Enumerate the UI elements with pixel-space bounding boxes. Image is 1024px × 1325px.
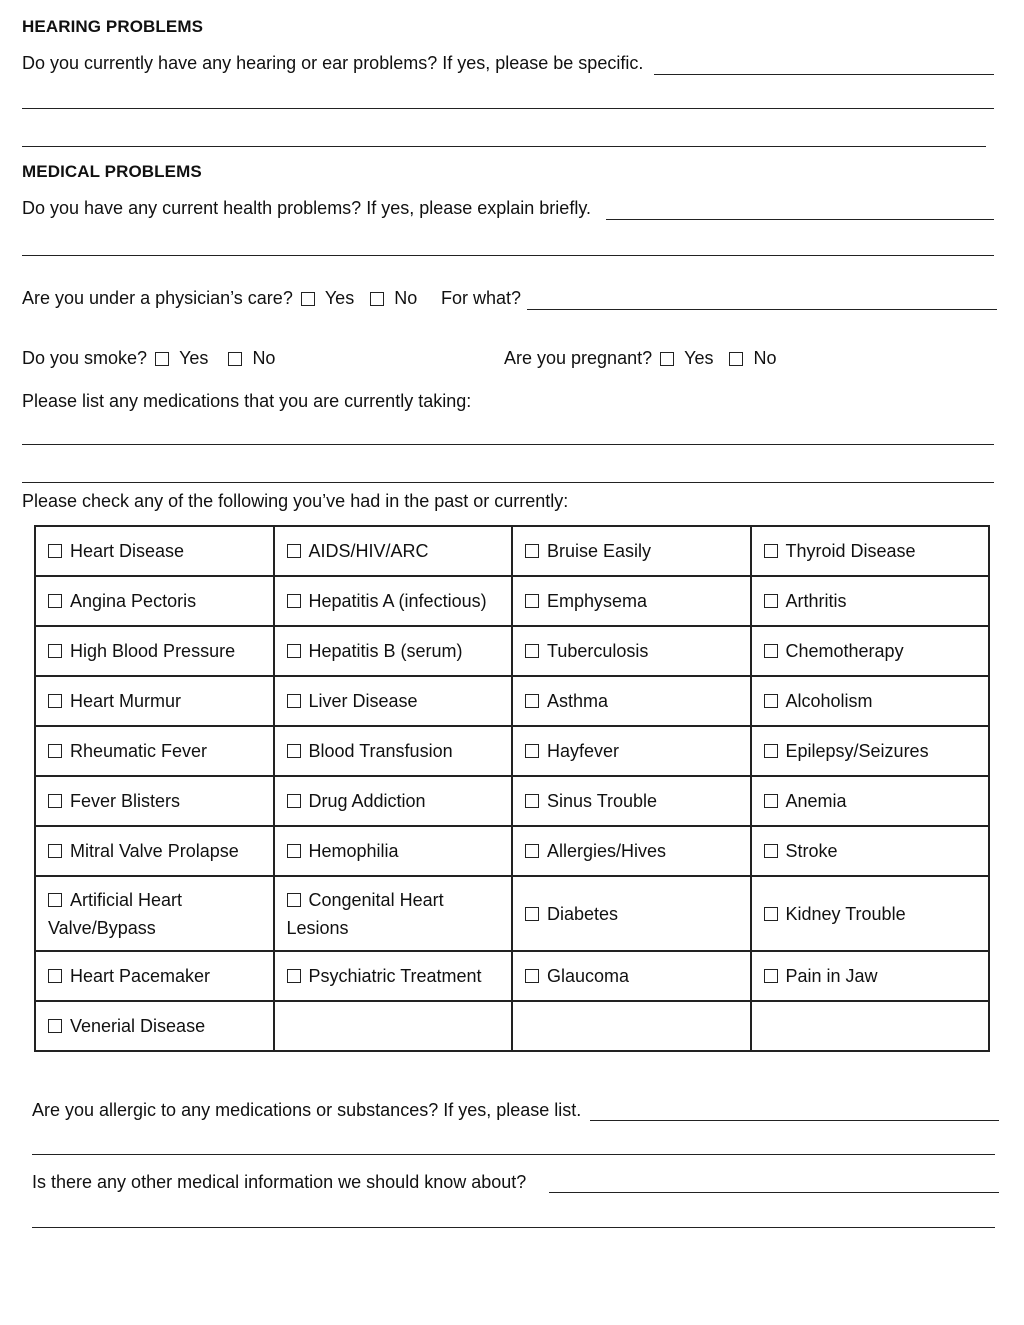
- allergy-answer-line-1[interactable]: [590, 1120, 999, 1121]
- pregnant-no-label: No: [753, 348, 777, 368]
- condition-cell[interactable]: [751, 676, 990, 726]
- hearing-question-label: Do you currently have any hearing or ear problems? If yes, please be specific.: [22, 53, 644, 73]
- physician-no-checkbox[interactable]: [370, 292, 384, 306]
- condition-label: Thyroid Disease: [785, 541, 916, 561]
- condition-checkbox[interactable]: [287, 544, 301, 558]
- condition-cell[interactable]: [274, 776, 513, 826]
- condition-label: Blood Transfusion: [308, 741, 453, 761]
- condition-label: Heart Disease: [70, 541, 185, 561]
- condition-cell[interactable]: [751, 776, 990, 826]
- physician-yes-label: Yes: [324, 288, 355, 308]
- condition-cell[interactable]: [512, 576, 751, 626]
- condition-checkbox[interactable]: [525, 844, 539, 858]
- health-answer-line-1[interactable]: [606, 219, 994, 220]
- pregnant-yes-option[interactable]: [660, 348, 713, 369]
- condition-cell[interactable]: [512, 951, 751, 1001]
- condition-cell[interactable]: [35, 876, 274, 951]
- condition-checkbox[interactable]: [525, 744, 539, 758]
- condition-cell[interactable]: [512, 876, 751, 951]
- hearing-heading: HEARING PROBLEMS: [22, 17, 204, 36]
- hearing-answer-line-3[interactable]: [22, 146, 986, 147]
- condition-cell[interactable]: [274, 726, 513, 776]
- conditions-row: [35, 576, 989, 626]
- condition-label: Bruise Easily: [547, 541, 652, 561]
- condition-label: Hemophilia: [308, 841, 399, 861]
- condition-cell[interactable]: [751, 951, 990, 1001]
- conditions-row: [35, 626, 989, 676]
- condition-checkbox[interactable]: [525, 594, 539, 608]
- condition-checkbox[interactable]: [525, 969, 539, 983]
- condition-checkbox[interactable]: [287, 794, 301, 808]
- conditions-row: [35, 826, 989, 876]
- pregnant-no-option[interactable]: [729, 348, 776, 369]
- condition-label: Pain in Jaw: [785, 966, 878, 986]
- condition-checkbox[interactable]: [287, 694, 301, 708]
- condition-checkbox[interactable]: [48, 794, 62, 808]
- pregnant-no-checkbox[interactable]: [729, 352, 743, 366]
- allergy-question-label: Are you allergic to any medications or substances? If yes, please list.: [32, 1100, 582, 1120]
- condition-cell[interactable]: [751, 726, 990, 776]
- smoke-question-label: Do you smoke?: [22, 348, 148, 368]
- condition-checkbox[interactable]: [48, 1019, 62, 1033]
- condition-cell[interactable]: [35, 626, 274, 676]
- condition-cell[interactable]: [751, 526, 990, 576]
- condition-label: Fever Blisters: [70, 791, 181, 811]
- condition-checkbox[interactable]: [48, 969, 62, 983]
- condition-label: Hepatitis B (serum): [308, 641, 463, 661]
- condition-checkbox[interactable]: [287, 969, 301, 983]
- condition-label: Epilepsy/Seizures: [785, 741, 929, 761]
- condition-label: Rheumatic Fever: [70, 741, 208, 761]
- physician-no-label: No: [394, 288, 418, 308]
- conditions-row: [35, 776, 989, 826]
- condition-checkbox[interactable]: [287, 893, 301, 907]
- condition-checkbox[interactable]: [48, 594, 62, 608]
- condition-checkbox[interactable]: [287, 844, 301, 858]
- condition-cell[interactable]: [274, 876, 513, 951]
- condition-cell[interactable]: [274, 576, 513, 626]
- condition-label: Asthma: [547, 691, 609, 711]
- condition-label: Psychiatric Treatment: [308, 966, 482, 986]
- condition-label: High Blood Pressure: [70, 641, 236, 661]
- condition-label: Artificial Heart Valve/Bypass: [48, 889, 183, 938]
- medications-answer-line-2[interactable]: [22, 482, 994, 483]
- medications-answer-line-1[interactable]: [22, 444, 994, 445]
- smoke-no-option[interactable]: [228, 348, 275, 369]
- condition-label: Sinus Trouble: [547, 791, 658, 811]
- condition-checkbox[interactable]: [764, 644, 778, 658]
- condition-cell[interactable]: [751, 576, 990, 626]
- condition-label: Emphysema: [547, 591, 648, 611]
- condition-label: Kidney Trouble: [785, 903, 906, 924]
- physician-no-option[interactable]: [370, 288, 417, 309]
- conditions-row: [35, 676, 989, 726]
- condition-label: Liver Disease: [308, 691, 418, 711]
- pregnant-yes-label: Yes: [684, 348, 714, 368]
- condition-label: Angina Pectoris: [70, 591, 197, 611]
- condition-cell[interactable]: [751, 876, 990, 951]
- condition-cell[interactable]: [274, 676, 513, 726]
- condition-checkbox[interactable]: [764, 969, 778, 983]
- condition-cell[interactable]: [35, 526, 274, 576]
- physician-yes-checkbox[interactable]: [301, 292, 315, 306]
- condition-cell[interactable]: [274, 826, 513, 876]
- condition-checkbox[interactable]: [764, 744, 778, 758]
- medical-heading: MEDICAL PROBLEMS: [22, 162, 202, 181]
- condition-checkbox[interactable]: [764, 907, 778, 921]
- health-answer-line-2[interactable]: [22, 255, 994, 256]
- condition-label: Tuberculosis: [547, 641, 649, 661]
- pregnant-question-label: Are you pregnant?: [504, 348, 653, 368]
- condition-label: Allergies/Hives: [547, 841, 667, 861]
- condition-cell[interactable]: [512, 826, 751, 876]
- condition-cell: [274, 1001, 513, 1051]
- physician-yes-option[interactable]: [301, 288, 354, 309]
- condition-cell[interactable]: [35, 576, 274, 626]
- physician-question-label: Are you under a physician’s care?: [22, 288, 293, 308]
- condition-checkbox[interactable]: [525, 644, 539, 658]
- condition-label: Chemotherapy: [785, 641, 904, 661]
- smoke-yes-checkbox[interactable]: [155, 352, 169, 366]
- condition-checkbox[interactable]: [48, 844, 62, 858]
- smoke-no-checkbox[interactable]: [228, 352, 242, 366]
- smoke-no-label: No: [252, 348, 276, 368]
- conditions-row: [35, 526, 989, 576]
- condition-cell[interactable]: [512, 526, 751, 576]
- condition-label: AIDS/HIV/ARC: [308, 541, 429, 561]
- condition-cell[interactable]: [274, 951, 513, 1001]
- condition-checkbox[interactable]: [525, 694, 539, 708]
- condition-cell[interactable]: [35, 1001, 274, 1051]
- condition-label: Heart Murmur: [70, 691, 182, 711]
- condition-checkbox[interactable]: [764, 844, 778, 858]
- conditions-table: [34, 525, 990, 1052]
- condition-cell[interactable]: [512, 776, 751, 826]
- condition-label: Mitral Valve Prolapse: [70, 841, 239, 861]
- allergy-answer-line-2[interactable]: [32, 1154, 995, 1155]
- condition-checkbox[interactable]: [764, 694, 778, 708]
- pregnant-yes-checkbox[interactable]: [660, 352, 674, 366]
- condition-checkbox[interactable]: [525, 907, 539, 921]
- condition-cell[interactable]: [274, 626, 513, 676]
- conditions-row: [35, 1001, 989, 1051]
- condition-checkbox[interactable]: [287, 594, 301, 608]
- condition-cell[interactable]: [512, 676, 751, 726]
- health-question-label: Do you have any current health problems? If yes, please explain briefly.: [22, 198, 591, 218]
- condition-cell[interactable]: [35, 726, 274, 776]
- condition-checkbox[interactable]: [764, 594, 778, 608]
- condition-cell[interactable]: [35, 676, 274, 726]
- condition-checkbox[interactable]: [48, 644, 62, 658]
- medications-prompt: Please list any medications that you are currently taking:: [22, 391, 472, 411]
- condition-cell[interactable]: [512, 726, 751, 776]
- condition-checkbox[interactable]: [287, 744, 301, 758]
- condition-cell[interactable]: [512, 626, 751, 676]
- condition-checkbox[interactable]: [764, 544, 778, 558]
- condition-label: Congenital Heart Lesions: [286, 889, 444, 938]
- condition-checkbox[interactable]: [48, 893, 62, 907]
- condition-label: Venerial Disease: [70, 1016, 206, 1036]
- for-what-label: For what?: [441, 288, 522, 308]
- condition-cell[interactable]: [274, 526, 513, 576]
- condition-cell: [512, 1001, 751, 1051]
- condition-checkbox[interactable]: [48, 744, 62, 758]
- condition-checkbox[interactable]: [48, 544, 62, 558]
- condition-label: Diabetes: [547, 903, 619, 924]
- condition-cell[interactable]: [751, 626, 990, 676]
- condition-cell[interactable]: [35, 826, 274, 876]
- condition-label: Alcoholism: [785, 691, 873, 711]
- condition-checkbox[interactable]: [525, 794, 539, 808]
- condition-label: Hayfever: [547, 741, 620, 761]
- condition-label: Heart Pacemaker: [70, 966, 211, 986]
- condition-label: Stroke: [785, 841, 838, 861]
- condition-label: Arthritis: [785, 591, 847, 611]
- condition-checkbox[interactable]: [287, 644, 301, 658]
- condition-checkbox[interactable]: [48, 694, 62, 708]
- other-info-question-label: Is there any other medical information we should know about?: [32, 1172, 527, 1192]
- condition-checkbox[interactable]: [764, 794, 778, 808]
- condition-cell[interactable]: [35, 951, 274, 1001]
- other-info-answer-line-1[interactable]: [549, 1192, 999, 1193]
- condition-cell: [751, 1001, 990, 1051]
- for-what-answer-line[interactable]: [527, 309, 997, 310]
- smoke-yes-option[interactable]: [155, 348, 208, 369]
- condition-label: Drug Addiction: [308, 791, 426, 811]
- condition-label: Hepatitis A (infectious): [308, 591, 487, 611]
- other-info-answer-line-2[interactable]: [32, 1227, 995, 1228]
- hearing-answer-line-2[interactable]: [22, 108, 994, 109]
- condition-checkbox[interactable]: [525, 544, 539, 558]
- check-prompt: Please check any of the following you’ve had in the past or currently:: [22, 491, 569, 511]
- condition-label: Anemia: [785, 791, 847, 811]
- smoke-yes-label: Yes: [179, 348, 209, 368]
- condition-label: Glaucoma: [547, 966, 630, 986]
- condition-cell[interactable]: [35, 776, 274, 826]
- conditions-row: [35, 726, 989, 776]
- conditions-row: [35, 951, 989, 1001]
- condition-cell[interactable]: [751, 826, 990, 876]
- conditions-row: [35, 876, 989, 951]
- hearing-answer-line-1[interactable]: [654, 74, 994, 75]
